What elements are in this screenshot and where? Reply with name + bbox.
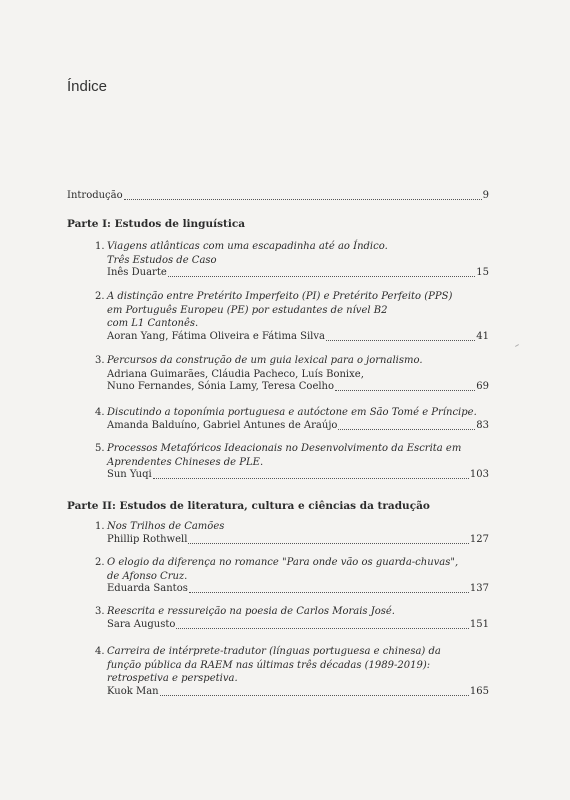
leader-dots: [335, 390, 475, 391]
leader-dots: [338, 429, 475, 430]
entry-title-line: retrospetiva e perspetiva.: [107, 673, 238, 684]
entry-number: 3.: [95, 606, 105, 617]
toc-entry[interactable]: [95, 645, 489, 698]
entry-author-page-row: [107, 331, 489, 343]
entry-author: Aoran Yang, Fátima Oliveira e Fátima Silva: [107, 330, 325, 342]
entry-title-line: Carreira de intérprete-tradutor (línguas portuguesa e chinesa) da: [107, 646, 441, 657]
toc-intro-page: 9: [482, 190, 489, 201]
entry-page-number: 41: [476, 330, 489, 342]
entry-author: Nuno Fernandes, Sónia Lamy, Teresa Coelho: [107, 381, 335, 392]
entry-author: Sara Augusto: [107, 618, 176, 630]
leader-dots: [176, 628, 468, 629]
toc-entry[interactable]: [95, 442, 489, 481]
entry-page-number: 69: [476, 381, 489, 392]
entry-title-line: Aprendentes Chineses de PLE.: [107, 456, 264, 468]
entry-page-number: 137: [469, 583, 489, 594]
part-heading: Parte I: Estudos de linguística: [67, 218, 246, 230]
leader-dots: [326, 340, 475, 341]
entry-author-page-row: [107, 686, 489, 698]
entry-number: 1.: [95, 241, 105, 252]
entry-title-line: O elogio da diferença no romance "Para onde vão os guarda-chuvas",: [107, 557, 459, 568]
entry-title-line: em Português Europeu (PE) por estudantes de nível B2: [107, 304, 388, 316]
entry-author-page-row: [107, 469, 489, 481]
entry-title-line: Nos Trilhos de Camões: [107, 521, 225, 532]
leader-dots: [189, 592, 469, 593]
entry-title-line: Viagens atlânticas com uma escapadinha até ao Índico.: [107, 241, 388, 252]
entry-number: 2.: [95, 291, 105, 302]
entry-author-page-row: [107, 381, 489, 393]
toc-entry[interactable]: [95, 520, 489, 546]
entry-title-line: com L1 Cantonês.: [107, 318, 199, 329]
entry-author-page-row: [107, 583, 489, 595]
entry-author: Sun Yuqi: [107, 469, 152, 480]
entry-title-line: Discutindo a toponímia portuguesa e autóctone em São Tomé e Príncipe.: [107, 407, 477, 418]
part-heading: Parte II: Estudos de literatura, cultura e ciências da tradução: [67, 500, 430, 512]
entry-page-number: 83: [476, 419, 489, 431]
entry-title-line: Processos Metafóricos Ideacionais no Desenvolvimento da Escrita em: [107, 443, 462, 454]
toc-intro-label: Introdução: [67, 190, 123, 201]
leader-dots: [160, 695, 469, 696]
entry-author: Phillip Rothwell: [107, 533, 188, 545]
entry-page-number: 165: [469, 685, 489, 697]
entry-title-line: A distinção entre Pretérito Imperfeito (PI) e Pretérito Perfeito (PPS): [107, 291, 453, 302]
entry-author-page-row: [107, 267, 489, 279]
entry-number: 5.: [95, 443, 105, 454]
entry-author: Eduarda Santos: [107, 583, 188, 594]
entry-title-line: de Afonso Cruz.: [107, 570, 188, 582]
entry-author-page-row: [107, 619, 489, 631]
entry-title-line: Três Estudos de Caso: [107, 254, 217, 266]
entry-title-line: Reescrita e ressureição na poesia de Carlos Morais José.: [107, 606, 395, 617]
entry-page-number: 151: [469, 618, 489, 630]
toc-entry[interactable]: [95, 240, 489, 279]
toc-entry[interactable]: [95, 556, 489, 595]
toc-intro[interactable]: [67, 190, 489, 202]
entry-title-line: função pública da RAEM nas últimas três décadas (1989-2019):: [107, 659, 431, 671]
entry-number: 4.: [95, 646, 105, 657]
entry-author: Inês Duarte: [107, 267, 167, 278]
entry-number: 3.: [95, 355, 105, 366]
entry-page-number: 15: [476, 267, 489, 278]
leader-dots: [168, 276, 476, 277]
entry-number: 1.: [95, 521, 105, 532]
entry-author-page-row: [107, 534, 489, 546]
entry-author: Amanda Balduíno, Gabriel Antunes de Araújo: [107, 419, 338, 431]
leader-dots: [124, 199, 482, 200]
entry-author-line: Adriana Guimarães, Cláudia Pacheco, Luís Bonixe,: [107, 368, 364, 380]
leader-dots: [153, 478, 469, 479]
toc-entry[interactable]: [95, 354, 489, 393]
entry-number: 4.: [95, 407, 105, 418]
leader-dots: [188, 543, 468, 544]
entry-page-number: 127: [469, 533, 489, 545]
entry-author: Kuok Man: [107, 685, 159, 697]
toc-entry[interactable]: [95, 605, 489, 631]
entry-author-page-row: [107, 420, 489, 432]
scan-speck: [515, 344, 519, 347]
entry-page-number: 103: [469, 469, 489, 480]
entry-number: 2.: [95, 557, 105, 568]
page-title: Índice: [67, 78, 108, 95]
toc-entry[interactable]: [95, 406, 489, 432]
entry-title-line: Percursos da construção de um guia lexical para o jornalismo.: [107, 355, 423, 366]
toc-entry[interactable]: [95, 290, 489, 343]
